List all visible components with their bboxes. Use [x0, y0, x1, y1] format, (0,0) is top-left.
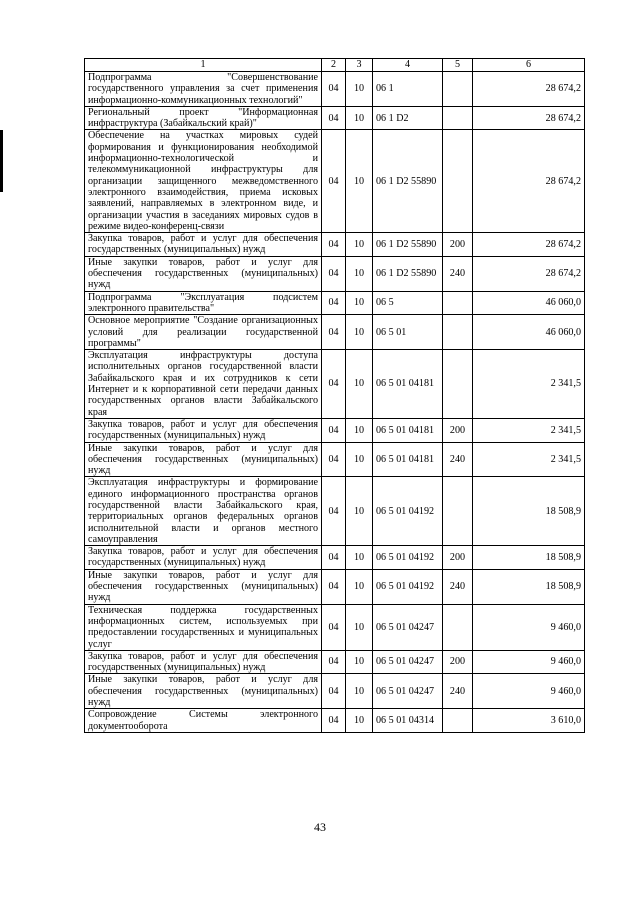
cell-expense-type [443, 72, 473, 107]
table-row [85, 569, 585, 604]
header-col-1: 1 [85, 59, 322, 72]
cell-name: Региональный проект "Информационная инфраструктура (Забайкальский край)" [85, 106, 322, 130]
cell-col-2: 04 [322, 233, 346, 257]
cell-col-2: 04 [322, 569, 346, 604]
cell-col-3: 10 [346, 569, 373, 604]
cell-expense-type: 240 [443, 442, 473, 477]
cell-code: 06 5 01 04181 [373, 418, 443, 442]
cell-code: 06 5 01 [373, 315, 443, 350]
cell-code: 06 1 D2 55890 [373, 233, 443, 257]
cell-expense-type [443, 604, 473, 650]
cell-amount: 2 341,5 [473, 418, 585, 442]
cell-col-2: 04 [322, 130, 346, 233]
cell-expense-type: 200 [443, 233, 473, 257]
cell-code: 06 5 01 04247 [373, 604, 443, 650]
table-body [85, 72, 585, 733]
cell-expense-type [443, 315, 473, 350]
cell-col-3: 10 [346, 442, 373, 477]
cell-col-2: 04 [322, 604, 346, 650]
cell-amount: 9 460,0 [473, 650, 585, 674]
cell-col-3: 10 [346, 477, 373, 546]
cell-expense-type [443, 130, 473, 233]
cell-name: Основное мероприятие "Создание организационных условий для реализации государственной программы" [85, 315, 322, 350]
cell-name: Подпрограмма "Эксплуатация подсистем электронного правительства" [85, 291, 322, 315]
cell-col-2: 04 [322, 72, 346, 107]
cell-name: Иные закупки товаров, работ и услуг для обеспечения государственных (муниципальных) нужд [85, 442, 322, 477]
table-row [85, 72, 585, 107]
cell-expense-type [443, 291, 473, 315]
cell-col-2: 04 [322, 546, 346, 570]
cell-expense-type: 200 [443, 546, 473, 570]
cell-col-3: 10 [346, 130, 373, 233]
cell-col-2: 04 [322, 674, 346, 709]
cell-name: Иные закупки товаров, работ и услуг для обеспечения государственных (муниципальных) нужд [85, 256, 322, 291]
cell-code: 06 1 D2 [373, 106, 443, 130]
cell-code: 06 5 01 04181 [373, 442, 443, 477]
cell-amount: 46 060,0 [473, 315, 585, 350]
table-row [85, 418, 585, 442]
cell-amount: 46 060,0 [473, 291, 585, 315]
cell-amount: 28 674,2 [473, 72, 585, 107]
cell-amount: 18 508,9 [473, 477, 585, 546]
cell-col-3: 10 [346, 650, 373, 674]
table-row [85, 477, 585, 546]
cell-name: Закупка товаров, работ и услуг для обеспечения государственных (муниципальных) нужд [85, 418, 322, 442]
cell-col-2: 04 [322, 418, 346, 442]
cell-col-3: 10 [346, 546, 373, 570]
cell-amount: 28 674,2 [473, 106, 585, 130]
table-row [85, 233, 585, 257]
cell-code: 06 5 01 04192 [373, 546, 443, 570]
cell-code: 06 5 01 04247 [373, 674, 443, 709]
cell-expense-type: 240 [443, 569, 473, 604]
cell-name: Сопровождение Системы электронного документооборота [85, 709, 322, 733]
cell-col-2: 04 [322, 106, 346, 130]
cell-expense-type: 200 [443, 418, 473, 442]
cell-col-2: 04 [322, 709, 346, 733]
cell-amount: 9 460,0 [473, 604, 585, 650]
table-row [85, 291, 585, 315]
cell-name: Закупка товаров, работ и услуг для обеспечения государственных (муниципальных) нужд [85, 546, 322, 570]
cell-col-3: 10 [346, 233, 373, 257]
cell-expense-type: 240 [443, 674, 473, 709]
cell-col-3: 10 [346, 418, 373, 442]
cell-amount: 3 610,0 [473, 709, 585, 733]
cell-code: 06 1 D2 55890 [373, 256, 443, 291]
table-row [85, 130, 585, 233]
cell-amount: 2 341,5 [473, 350, 585, 419]
header-col-6: 6 [473, 59, 585, 72]
cell-expense-type [443, 350, 473, 419]
table-row [85, 650, 585, 674]
cell-col-3: 10 [346, 604, 373, 650]
cell-expense-type [443, 477, 473, 546]
cell-col-2: 04 [322, 256, 346, 291]
budget-table [84, 58, 585, 733]
cell-name: Эксплуатация инфраструктуры доступа исполнительных органов государственной власти Забайкальского края и их сотрудников к сети Интернет и к корпоративной сети передачи данных государственных органов власти Забайкальского края [85, 350, 322, 419]
cell-amount: 9 460,0 [473, 674, 585, 709]
cell-name: Подпрограмма "Совершенствование государственного управления за счет применения информационно-коммуникационных технологий" [85, 72, 322, 107]
cell-col-3: 10 [346, 674, 373, 709]
table-row [85, 604, 585, 650]
table-row [85, 674, 585, 709]
cell-code: 06 1 D2 55890 [373, 130, 443, 233]
table-row [85, 350, 585, 419]
cell-col-3: 10 [346, 709, 373, 733]
cell-amount: 28 674,2 [473, 233, 585, 257]
cell-col-2: 04 [322, 650, 346, 674]
table-row [85, 442, 585, 477]
cell-name: Техническая поддержка государственных информационных систем, используемых при предоставлении государственных и муниципальных услуг [85, 604, 322, 650]
header-row [85, 59, 585, 72]
cell-col-2: 04 [322, 291, 346, 315]
cell-expense-type: 200 [443, 650, 473, 674]
cell-amount: 18 508,9 [473, 546, 585, 570]
cell-col-2: 04 [322, 442, 346, 477]
cell-name: Обеспечение на участках мировых судей формирования и функционирования необходимой информационно-технологической и телекоммуникационной инфраструктуры для организации защищенного межведомственного электронного взаимодействия, приема исковых заявлений, направляемых в электронном виде, и организации участия в заседаниях мировых судов в режиме видео-конференц-связи [85, 130, 322, 233]
cell-name: Иные закупки товаров, работ и услуг для обеспечения государственных (муниципальных) нужд [85, 674, 322, 709]
cell-col-2: 04 [322, 350, 346, 419]
cell-col-3: 10 [346, 106, 373, 130]
cell-col-3: 10 [346, 72, 373, 107]
cell-amount: 2 341,5 [473, 442, 585, 477]
cell-col-3: 10 [346, 256, 373, 291]
cell-name: Закупка товаров, работ и услуг для обеспечения государственных (муниципальных) нужд [85, 233, 322, 257]
header-col-4: 4 [373, 59, 443, 72]
cell-expense-type: 240 [443, 256, 473, 291]
header-col-5: 5 [443, 59, 473, 72]
cell-expense-type [443, 106, 473, 130]
header-col-3: 3 [346, 59, 373, 72]
cell-amount: 18 508,9 [473, 569, 585, 604]
table-row [85, 256, 585, 291]
cell-col-3: 10 [346, 315, 373, 350]
table-row [85, 546, 585, 570]
cell-col-3: 10 [346, 350, 373, 419]
cell-amount: 28 674,2 [473, 130, 585, 233]
cell-code: 06 5 01 04181 [373, 350, 443, 419]
cell-col-2: 04 [322, 315, 346, 350]
cell-code: 06 5 01 04192 [373, 477, 443, 546]
cell-code: 06 1 [373, 72, 443, 107]
cell-code: 06 5 01 04247 [373, 650, 443, 674]
cell-name: Закупка товаров, работ и услуг для обеспечения государственных (муниципальных) нужд [85, 650, 322, 674]
table-row [85, 315, 585, 350]
cell-amount: 28 674,2 [473, 256, 585, 291]
cell-expense-type [443, 709, 473, 733]
cell-col-3: 10 [346, 291, 373, 315]
table-row [85, 106, 585, 130]
cell-name: Иные закупки товаров, работ и услуг для обеспечения государственных (муниципальных) нужд [85, 569, 322, 604]
left-edge-mark [0, 130, 3, 192]
cell-code: 06 5 01 04314 [373, 709, 443, 733]
cell-name: Эксплуатация инфраструктуры и формирование единого информационного пространства органов государственной власти Забайкальского края, территориальных органов федеральных органов исполнительной власти и органов местного самоуправления [85, 477, 322, 546]
cell-col-2: 04 [322, 477, 346, 546]
page-number: 43 [314, 820, 326, 834]
header-col-2: 2 [322, 59, 346, 72]
table-row [85, 709, 585, 733]
cell-code: 06 5 [373, 291, 443, 315]
cell-code: 06 5 01 04192 [373, 569, 443, 604]
